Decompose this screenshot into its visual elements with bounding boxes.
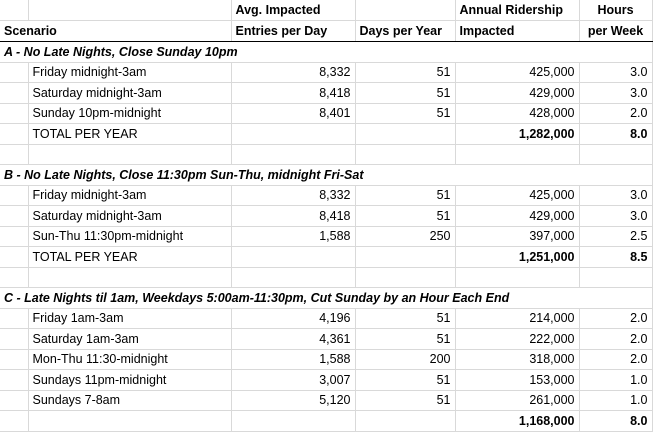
hours-per-week-cell[interactable]: 1.0: [579, 390, 652, 411]
total-annual-ridership[interactable]: 1,282,000: [455, 124, 579, 145]
days-per-year-cell[interactable]: 51: [355, 206, 455, 227]
avg-entries-cell[interactable]: 1,588: [231, 226, 355, 247]
row-label[interactable]: Friday midnight-3am: [28, 62, 231, 83]
annual-ridership-cell[interactable]: 429,000: [455, 83, 579, 104]
hours-per-week-cell[interactable]: 3.0: [579, 83, 652, 104]
total-empty-cell[interactable]: [231, 411, 355, 432]
avg-entries-cell[interactable]: 8,418: [231, 83, 355, 104]
total-empty-cell[interactable]: [231, 247, 355, 268]
row-label[interactable]: Sundays 11pm-midnight: [28, 370, 231, 391]
annual-ridership-cell[interactable]: 428,000: [455, 103, 579, 124]
section-title[interactable]: C - Late Nights til 1am, Weekdays 5:00am-11:30pm, Cut Sunday by an Hour Each End: [0, 288, 652, 309]
table-row: [0, 349, 652, 370]
table-row: [0, 390, 652, 411]
indent-cell[interactable]: [0, 411, 28, 432]
hours-per-week-cell[interactable]: 2.5: [579, 226, 652, 247]
annual-ridership-cell[interactable]: 318,000: [455, 349, 579, 370]
annual-ridership-cell[interactable]: 429,000: [455, 206, 579, 227]
hours-per-week-cell[interactable]: 3.0: [579, 185, 652, 206]
hours-per-week-cell[interactable]: 3.0: [579, 206, 652, 227]
empty-cell[interactable]: [355, 267, 455, 288]
indent-cell[interactable]: [0, 329, 28, 350]
row-label[interactable]: Sunday 10pm-midnight: [28, 103, 231, 124]
row-label[interactable]: Saturday midnight-3am: [28, 83, 231, 104]
total-empty-cell[interactable]: [355, 124, 455, 145]
empty-cell[interactable]: [579, 267, 652, 288]
avg-entries-cell[interactable]: 3,007: [231, 370, 355, 391]
indent-cell[interactable]: [0, 103, 28, 124]
header-row-2: [0, 21, 652, 42]
total-empty-cell[interactable]: [355, 411, 455, 432]
total-label[interactable]: TOTAL PER YEAR: [28, 247, 231, 268]
total-empty-cell[interactable]: [231, 124, 355, 145]
row-label[interactable]: Saturday 1am-3am: [28, 329, 231, 350]
table-row: [0, 83, 652, 104]
row-label[interactable]: Sundays 7-8am: [28, 390, 231, 411]
days-per-year-cell[interactable]: 51: [355, 308, 455, 329]
header-hours-line1[interactable]: Hours: [579, 0, 652, 21]
row-label[interactable]: Saturday midnight-3am: [28, 206, 231, 227]
empty-cell[interactable]: [28, 267, 231, 288]
indent-cell[interactable]: [0, 349, 28, 370]
avg-entries-cell[interactable]: 1,588: [231, 349, 355, 370]
days-per-year-cell[interactable]: 51: [355, 185, 455, 206]
blank-row: [0, 267, 652, 288]
total-empty-cell[interactable]: [355, 247, 455, 268]
days-per-year-cell[interactable]: 51: [355, 62, 455, 83]
avg-entries-cell[interactable]: 4,361: [231, 329, 355, 350]
hours-per-week-cell[interactable]: 2.0: [579, 308, 652, 329]
empty-cell[interactable]: [355, 144, 455, 165]
row-label[interactable]: Mon-Thu 11:30-midnight: [28, 349, 231, 370]
days-per-year-cell[interactable]: 200: [355, 349, 455, 370]
blank-row: [0, 144, 652, 165]
empty-cell[interactable]: [231, 267, 355, 288]
table-row: [0, 206, 652, 227]
table-row: [0, 329, 652, 350]
total-row: [0, 411, 652, 432]
header-annual-line2[interactable]: Impacted: [455, 21, 579, 42]
total-hours-per-week[interactable]: 8.0: [579, 411, 652, 432]
header-annual-line1[interactable]: Annual Ridership: [455, 0, 579, 21]
section-title-row: [0, 42, 652, 63]
total-annual-ridership[interactable]: 1,251,000: [455, 247, 579, 268]
days-per-year-cell[interactable]: 51: [355, 83, 455, 104]
empty-cell[interactable]: [579, 144, 652, 165]
indent-cell[interactable]: [0, 124, 28, 145]
header-avg-line2[interactable]: Entries per Day: [231, 21, 355, 42]
days-per-year-cell[interactable]: 51: [355, 370, 455, 391]
annual-ridership-cell[interactable]: 222,000: [455, 329, 579, 350]
total-annual-ridership[interactable]: 1,168,000: [455, 411, 579, 432]
table-row: [0, 62, 652, 83]
section-title[interactable]: A - No Late Nights, Close Sunday 10pm: [0, 42, 652, 63]
avg-entries-cell[interactable]: 8,418: [231, 206, 355, 227]
row-label[interactable]: Friday midnight-3am: [28, 185, 231, 206]
total-row: [0, 247, 652, 268]
annual-ridership-cell[interactable]: 261,000: [455, 390, 579, 411]
avg-entries-cell[interactable]: 4,196: [231, 308, 355, 329]
header-avg-line1[interactable]: Avg. Impacted: [231, 0, 355, 21]
indent-cell[interactable]: [0, 226, 28, 247]
avg-entries-cell[interactable]: 8,332: [231, 62, 355, 83]
total-label[interactable]: [28, 411, 231, 432]
total-row: [0, 124, 652, 145]
indent-cell[interactable]: [0, 308, 28, 329]
table-row: [0, 185, 652, 206]
section-title-row: [0, 165, 652, 186]
header-cell[interactable]: [28, 0, 231, 21]
empty-cell[interactable]: [231, 144, 355, 165]
header-scenario[interactable]: Scenario: [0, 21, 231, 42]
header-row-1: [0, 0, 652, 21]
annual-ridership-cell[interactable]: 397,000: [455, 226, 579, 247]
avg-entries-cell[interactable]: 8,332: [231, 185, 355, 206]
annual-ridership-cell[interactable]: 214,000: [455, 308, 579, 329]
total-hours-per-week[interactable]: 8.5: [579, 247, 652, 268]
annual-ridership-cell[interactable]: 425,000: [455, 62, 579, 83]
hours-per-week-cell[interactable]: 2.0: [579, 103, 652, 124]
header-cell[interactable]: [0, 0, 28, 21]
indent-cell[interactable]: [0, 62, 28, 83]
hours-per-week-cell[interactable]: 2.0: [579, 349, 652, 370]
row-label[interactable]: Sun-Thu 11:30pm-midnight: [28, 226, 231, 247]
header-days[interactable]: Days per Year: [355, 21, 455, 42]
empty-cell[interactable]: [0, 267, 28, 288]
empty-cell[interactable]: [455, 144, 579, 165]
avg-entries-cell[interactable]: 5,120: [231, 390, 355, 411]
table-row: [0, 370, 652, 391]
header-cell[interactable]: [355, 0, 455, 21]
empty-cell[interactable]: [455, 267, 579, 288]
indent-cell[interactable]: [0, 185, 28, 206]
section-title-row: [0, 288, 652, 309]
total-label[interactable]: TOTAL PER YEAR: [28, 124, 231, 145]
avg-entries-cell[interactable]: 8,401: [231, 103, 355, 124]
empty-cell[interactable]: [0, 144, 28, 165]
table-row: [0, 103, 652, 124]
days-per-year-cell[interactable]: 250: [355, 226, 455, 247]
hours-per-week-cell[interactable]: 2.0: [579, 329, 652, 350]
annual-ridership-cell[interactable]: 153,000: [455, 370, 579, 391]
table-row: [0, 308, 652, 329]
section-title[interactable]: B - No Late Nights, Close 11:30pm Sun-Thu, midnight Fri-Sat: [0, 165, 652, 186]
indent-cell[interactable]: [0, 390, 28, 411]
days-per-year-cell[interactable]: 51: [355, 103, 455, 124]
indent-cell[interactable]: [0, 206, 28, 227]
hours-per-week-cell[interactable]: 1.0: [579, 370, 652, 391]
indent-cell[interactable]: [0, 370, 28, 391]
row-label[interactable]: Friday 1am-3am: [28, 308, 231, 329]
header-hours-line2[interactable]: per Week: [579, 21, 652, 42]
total-hours-per-week[interactable]: 8.0: [579, 124, 652, 145]
table-row: [0, 226, 652, 247]
hours-per-week-cell[interactable]: 3.0: [579, 62, 652, 83]
days-per-year-cell[interactable]: 51: [355, 329, 455, 350]
empty-cell[interactable]: [28, 144, 231, 165]
annual-ridership-cell[interactable]: 425,000: [455, 185, 579, 206]
days-per-year-cell[interactable]: 51: [355, 390, 455, 411]
indent-cell[interactable]: [0, 83, 28, 104]
indent-cell[interactable]: [0, 247, 28, 268]
